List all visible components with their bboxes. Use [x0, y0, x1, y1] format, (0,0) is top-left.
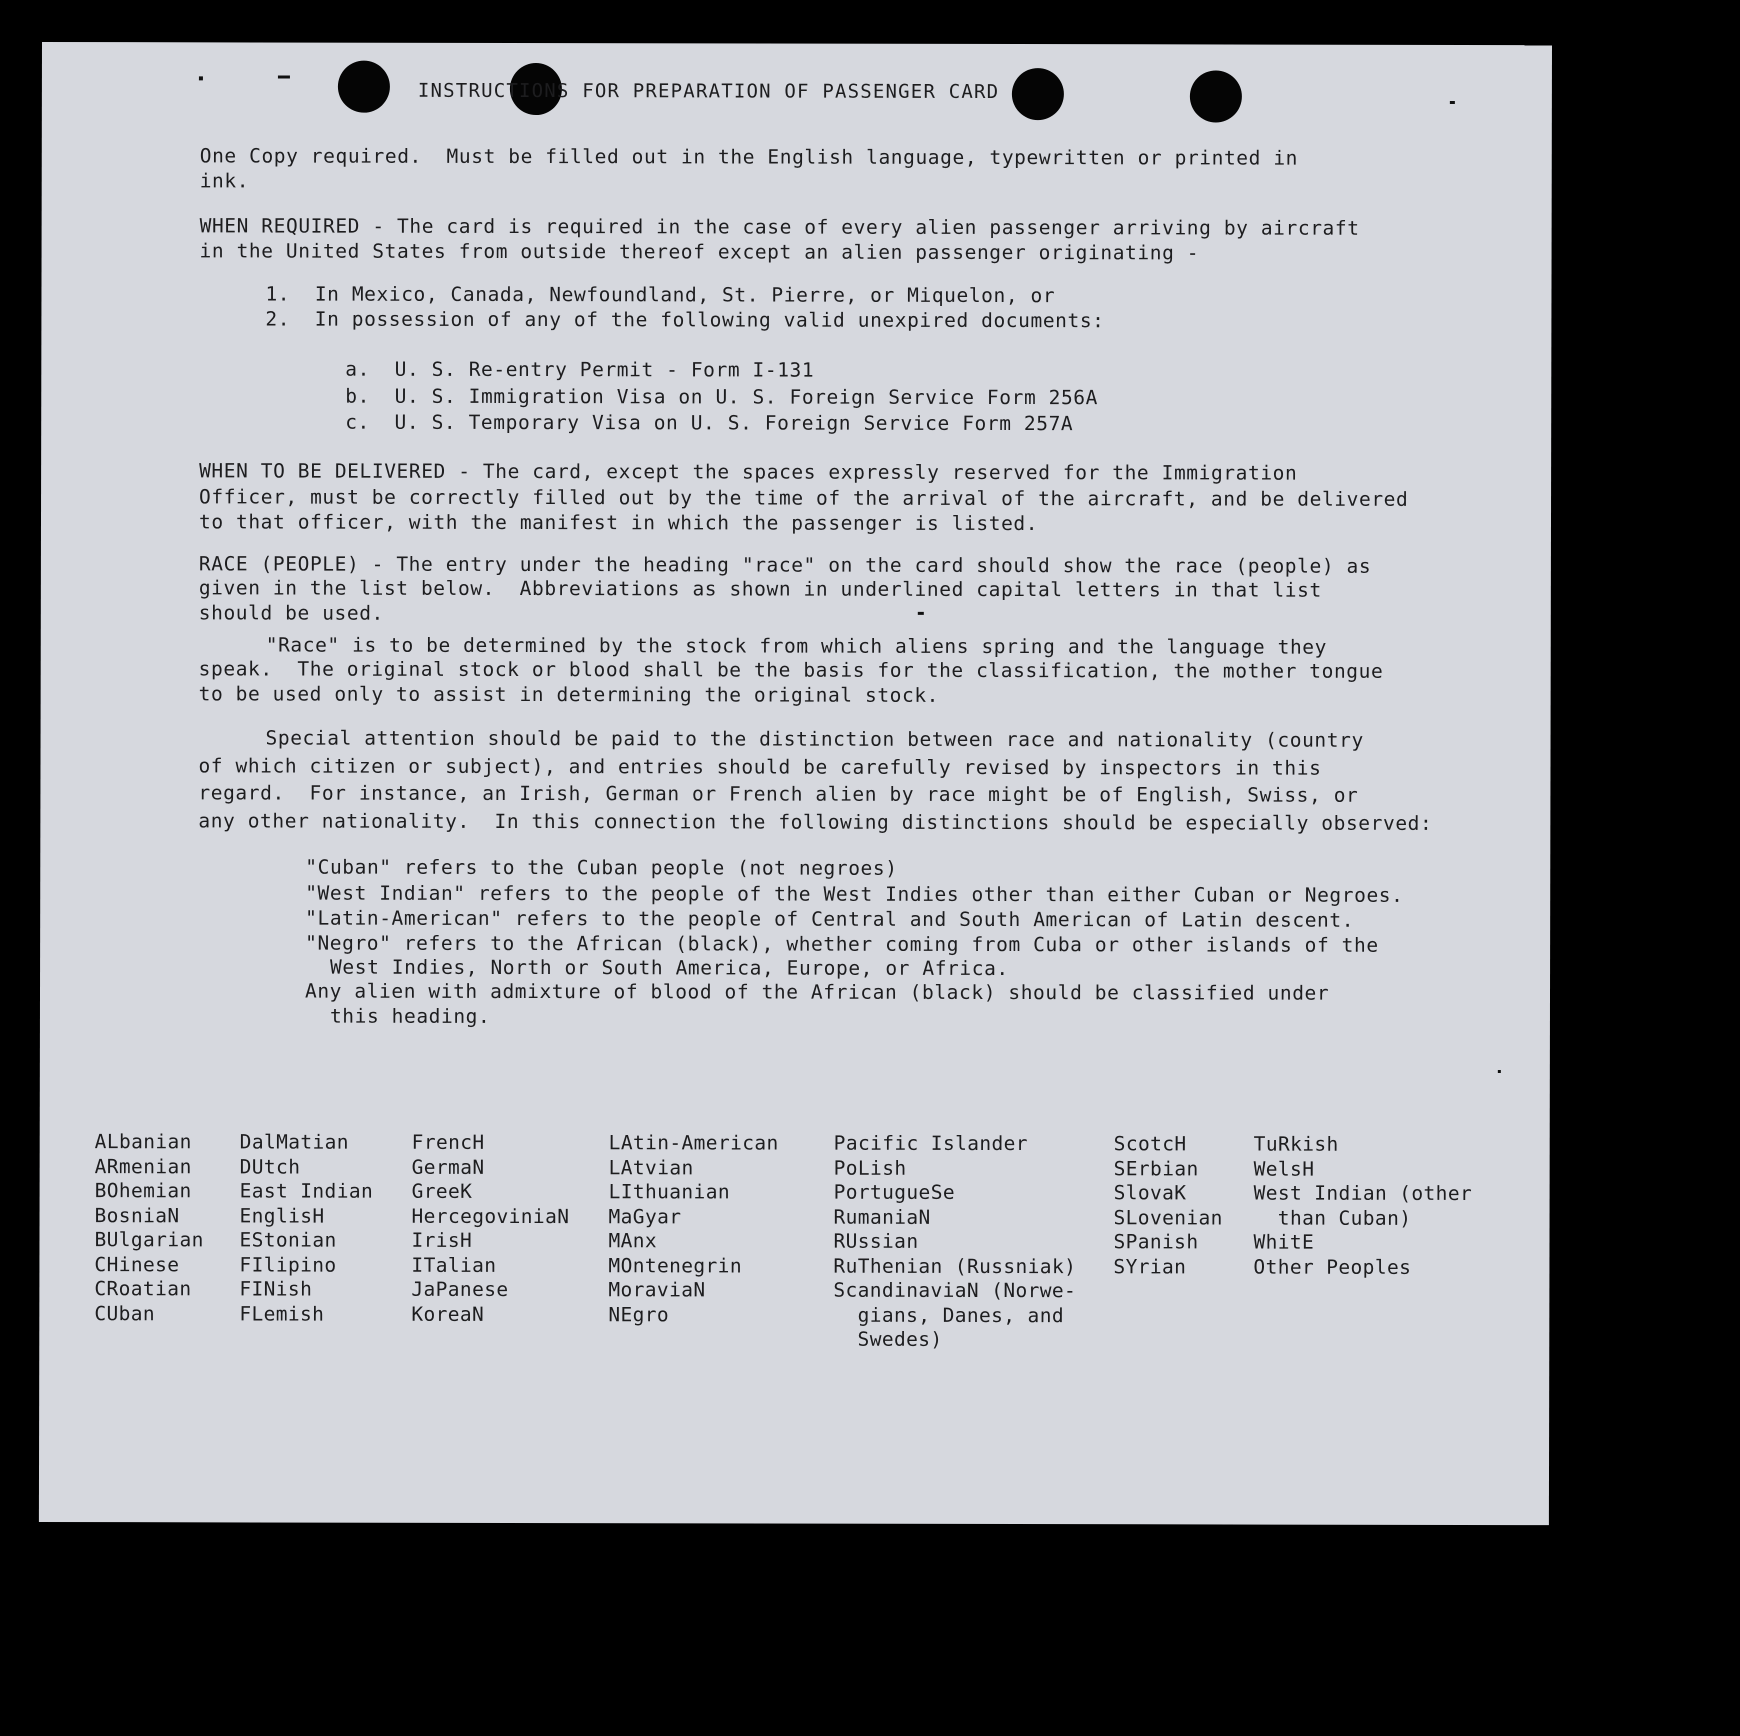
attention-paragraph-line: regard. For instance, an Irish, German or French alien by race might be of English, Swiss, or	[198, 781, 1359, 807]
race-list-item: West Indian (other	[1253, 1181, 1473, 1205]
race-list-item: LAtvian	[608, 1155, 694, 1179]
punch-hole	[1012, 68, 1064, 120]
race-list-item: ScotcH	[1113, 1132, 1187, 1156]
race-list-item: than Cuban)	[1253, 1206, 1412, 1230]
race-list-column	[239, 1130, 373, 1326]
when-delivered-line: WHEN TO BE DELIVERED - The card, except the spaces expressly reserved for the Immigration	[199, 459, 1298, 485]
when-required-line: in the United States from outside thereof except an alien passenger originating -	[199, 239, 1200, 265]
intro-line: ink.	[199, 169, 250, 193]
race-list-column	[411, 1131, 569, 1327]
race-list-item: CRoatian	[94, 1277, 192, 1301]
document-item: b. U. S. Immigration Visa on U. S. Foreign Service Form 256A	[345, 384, 1099, 410]
race-list-item: DalMatian	[239, 1130, 349, 1154]
race-list-item: CUban	[94, 1301, 156, 1325]
race-list-item: RuThenian (Russniak)	[833, 1254, 1077, 1278]
race-list-item: IrisH	[411, 1228, 473, 1252]
race-list-item: SYrian	[1113, 1254, 1187, 1278]
document-item: a. U. S. Re-entry Permit - Form I-131	[345, 357, 815, 382]
race-list-item: FrencH	[411, 1130, 485, 1154]
race-paragraph-line: "Race" is to be determined by the stock from which aliens spring and the language they	[265, 633, 1328, 659]
race-list-item: LIthuanian	[608, 1180, 731, 1204]
document-page	[39, 42, 1552, 1525]
speck	[278, 75, 290, 78]
race-list-column	[608, 1131, 778, 1327]
speck	[1498, 1070, 1501, 1073]
race-list-item: BUlgarian	[94, 1228, 204, 1252]
attention-paragraph-line: any other nationality. In this connection the following distinctions should be especially observed:	[198, 809, 1433, 835]
race-list-item: WelsH	[1253, 1157, 1315, 1181]
speck	[918, 612, 924, 615]
race-paragraph-line: to be used only to assist in determining the original stock.	[198, 682, 940, 707]
race-list-item: East Indian	[239, 1179, 374, 1203]
race-list-item: LAtin-American	[608, 1131, 779, 1155]
race-list-item: EnglisH	[239, 1203, 325, 1228]
race-list-item: CHinese	[94, 1252, 180, 1276]
race-list-item: GreeK	[411, 1179, 473, 1203]
race-list-item: BosniaN	[94, 1203, 180, 1227]
race-list-item: Swedes)	[833, 1327, 943, 1351]
race-list-item: Other Peoples	[1253, 1255, 1412, 1279]
race-list-item: GermaN	[411, 1155, 485, 1179]
when-required-line: WHEN REQUIRED - The card is required in the case of every alien passenger arriving by aircraft	[199, 214, 1360, 240]
race-list-item: KoreaN	[411, 1302, 485, 1326]
race-list-item: Pacific Islander	[833, 1131, 1028, 1156]
race-list-item: SLovenian	[1113, 1205, 1223, 1229]
race-list-item: RUssian	[833, 1229, 919, 1253]
race-list-item: FINish	[239, 1277, 313, 1301]
race-list-item: BOhemian	[94, 1179, 192, 1203]
race-list-item: DUtch	[239, 1154, 301, 1179]
race-list-item: FIlipino	[239, 1252, 337, 1277]
race-list-item: ARmenian	[94, 1154, 192, 1178]
race-list-item: ALbanian	[94, 1130, 192, 1154]
race-list-item: ITalian	[411, 1253, 497, 1277]
race-list-item: EStonian	[239, 1228, 337, 1252]
race-list-item: MAnx	[608, 1229, 658, 1253]
race-list-item: MaGyar	[608, 1204, 682, 1228]
race-list-column	[94, 1130, 204, 1326]
race-line: RACE (PEOPLE) - The entry under the heading "race" on the card should show the race (people) as	[198, 552, 1372, 578]
distinction-cuban: "Cuban" refers to the Cuban people (not negroes)	[305, 855, 898, 880]
distinction-west-indian: "West Indian" refers to the people of the West Indies other than either Cuban or Negroes.	[305, 881, 1404, 907]
race-list-item: JaPanese	[411, 1277, 509, 1301]
race-list-item: PortugueSe	[833, 1180, 956, 1204]
distinction-admixture: Any alien with admixture of blood of the African (black) should be classified under	[304, 979, 1330, 1005]
race-list-item: FLemish	[239, 1301, 325, 1326]
punch-hole	[1190, 70, 1242, 122]
race-list-item: HercegoviniaN	[411, 1204, 570, 1228]
race-list-item: SPanish	[1113, 1230, 1199, 1254]
punch-hole	[338, 61, 390, 113]
speck	[1450, 101, 1455, 104]
when-delivered-line: Officer, must be correctly filled out by the time of the arrival of the aircraft, and be delivered	[199, 485, 1409, 511]
race-list-item: MOntenegrin	[608, 1253, 743, 1277]
race-list-item: MoraviaN	[608, 1278, 706, 1302]
speck	[199, 76, 203, 80]
intro-line: One Copy required. Must be filled out in the English language, typewritten or printed in	[199, 144, 1299, 170]
distinction-admixture: this heading.	[329, 1004, 491, 1028]
distinction-negro: West Indies, North or South America, Europe, or Africa.	[330, 955, 1009, 981]
race-list-column	[1253, 1133, 1472, 1280]
page-title: INSTRUCTIONS FOR PREPARATION OF PASSENGER CARD	[417, 79, 1000, 104]
race-list-item: NEgro	[608, 1302, 670, 1326]
race-list-item: gians, Danes, and	[833, 1303, 1065, 1327]
race-list-item: SlovaK	[1113, 1181, 1187, 1205]
race-paragraph-line: speak. The original stock or blood shall be the basis for the classification, the mother tongue	[198, 657, 1384, 683]
race-list-item: WhitE	[1253, 1230, 1315, 1254]
condition-item: 1. In Mexico, Canada, Newfoundland, St. Pierre, or Miquelon, or	[265, 282, 1056, 308]
attention-paragraph-line: of which citizen or subject), and entries should be carefully revised by inspectors in this	[198, 754, 1322, 780]
race-list-item: RumaniaN	[833, 1205, 931, 1229]
race-list-column	[833, 1132, 1076, 1353]
attention-paragraph-line: Special attention should be paid to the distinction between race and nationality (country	[265, 726, 1364, 752]
race-list-item: PoLish	[833, 1156, 907, 1180]
distinction-negro: "Negro" refers to the African (black), whether coming from Cuba or other islands of the	[305, 931, 1379, 957]
document-item: c. U. S. Temporary Visa on U. S. Foreign Service Form 257A	[345, 410, 1074, 436]
race-list-item: SErbian	[1113, 1156, 1199, 1180]
race-line: given in the list below. Abbreviations as shown in underlined capital letters in that list	[198, 576, 1322, 602]
distinction-latin-american: "Latin-American" refers to the people of Central and South American of Latin descent.	[305, 906, 1355, 932]
race-list-column	[1113, 1132, 1223, 1279]
condition-item: 2. In possession of any of the following valid unexpired documents:	[265, 307, 1105, 333]
race-list-item: TuRkish	[1253, 1132, 1339, 1156]
race-list-item: ScandinaviaN (Norwe-	[833, 1278, 1077, 1303]
when-delivered-line: to that officer, with the manifest in which the passenger is listed.	[198, 510, 1039, 536]
race-line: should be used.	[198, 601, 384, 625]
